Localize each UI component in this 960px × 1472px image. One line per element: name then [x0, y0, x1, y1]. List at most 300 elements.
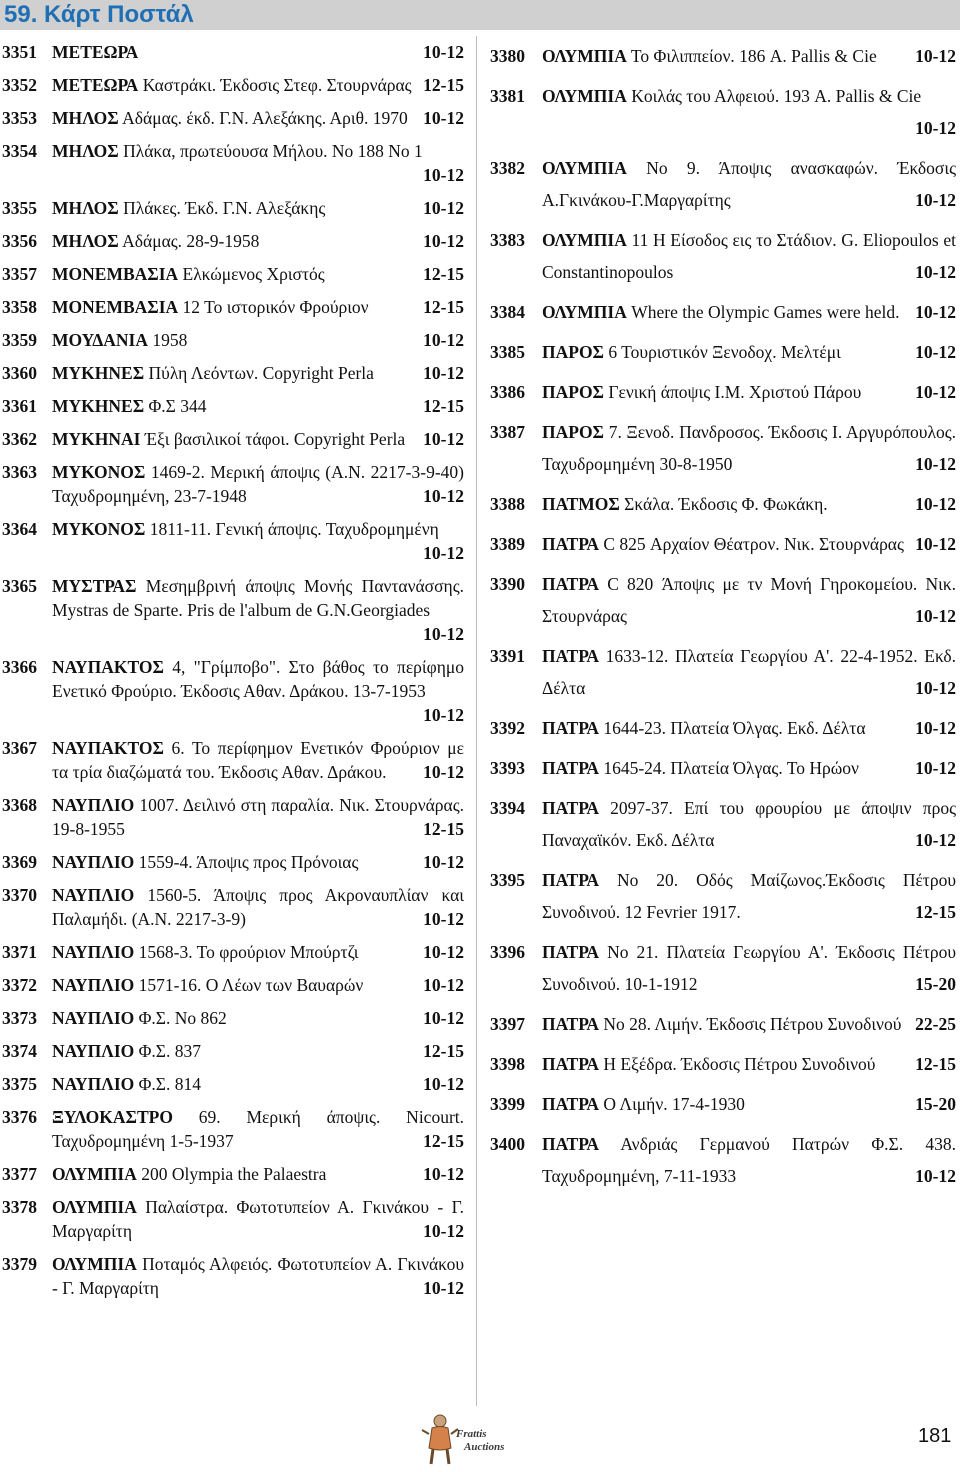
- lot-entry: [2, 883, 464, 931]
- lot-price: 10-12: [423, 198, 464, 218]
- lot-number: 3365: [2, 576, 37, 596]
- lot-entry: [490, 296, 956, 328]
- lot-entry: [490, 336, 956, 368]
- lot-description: [542, 864, 956, 928]
- lot-place: ΠΑΡΟΣ: [542, 342, 604, 362]
- lot-place: ΝΑΥΠΛΙΟ: [52, 1008, 135, 1028]
- lot-number: 3357: [2, 264, 37, 284]
- lot-description: [542, 712, 956, 744]
- lot-desc-text: 200 Olympia the Palaestra: [141, 1164, 327, 1184]
- lot-desc-text: Ποταμός Αλφειός. Φωτοτυπείον Α. Γκινάκου - Γ. Μαργαρίτη: [52, 1254, 464, 1298]
- lot-place: ΝΑΥΠΛΙΟ: [52, 852, 135, 872]
- lot-number: 3392: [490, 718, 525, 738]
- lot-description: [52, 262, 464, 286]
- lot-description: [52, 655, 464, 727]
- lot-price: 10-12: [915, 830, 956, 850]
- lot-desc-text: 1811-11. Γενική άποψις. Ταχυδρομημένη: [149, 519, 439, 539]
- lot-description: [52, 793, 464, 841]
- lot-place: ΜΥΣΤΡΑΣ: [52, 576, 137, 596]
- lot-entry: [2, 1252, 464, 1300]
- lot-entry: [2, 736, 464, 784]
- lot-number: 3358: [2, 297, 37, 317]
- lot-description: [542, 296, 956, 328]
- lot-desc-text: 1568-3. Το φρούριον Μπούρτζι: [138, 942, 359, 962]
- lot-number: 3371: [2, 942, 37, 962]
- lot-place: ΟΛΥΜΠΙΑ: [542, 86, 627, 106]
- lot-entry: [490, 80, 956, 144]
- lot-price: 12-15: [423, 264, 464, 284]
- lot-description: [542, 40, 956, 72]
- lot-number: 3354: [2, 141, 37, 161]
- lot-number: 3356: [2, 231, 37, 251]
- lot-entry: [2, 262, 464, 286]
- lot-desc-text: Φ.Σ. 814: [138, 1074, 201, 1094]
- lot-entry: [2, 1006, 464, 1030]
- lot-desc-text: 11 H Είσοδος εις το Στάδιον. G. Eliopoulos et Constantinopoulos: [542, 230, 957, 282]
- lot-description: [52, 1039, 464, 1063]
- lot-desc-text: Ανδριάς Γερμανού Πατρών Φ.Σ. 438. Ταχυδρομημένη, 7-11-1933: [542, 1134, 956, 1186]
- lot-place: ΜΗΛΟΣ: [52, 108, 119, 128]
- lot-description: [542, 1088, 956, 1120]
- lot-number: 3363: [2, 462, 37, 482]
- lot-description: [52, 295, 464, 319]
- lot-desc-text: Ο Λιμήν. 17-4-1930: [603, 1094, 745, 1114]
- lot-place: ΟΛΥΜΠΙΑ: [52, 1197, 137, 1217]
- lot-price: 12-15: [915, 902, 956, 922]
- lot-number: 3384: [490, 302, 525, 322]
- lot-place: ΝΑΥΠΛΙΟ: [52, 942, 135, 962]
- lot-number: 3364: [2, 519, 37, 539]
- logo-text-line1: Frattis: [456, 1428, 487, 1440]
- lot-entry: [490, 752, 956, 784]
- lot-desc-text: 1958: [152, 330, 188, 350]
- lot-number: 3362: [2, 429, 37, 449]
- lot-description: [52, 460, 464, 508]
- lot-number: 3355: [2, 198, 37, 218]
- lot-description: [52, 1006, 464, 1030]
- lot-place: ΠΑΤΡΑ: [542, 870, 599, 890]
- lot-desc-text: 6. Το περίφημον Ενετικόν Φρούριον με τα τρία διαζώματά του. Έκδοσις Αθαν. Δράκου.: [52, 738, 465, 782]
- lot-description: [52, 850, 464, 874]
- lot-description: [52, 40, 464, 64]
- lot-description: [52, 196, 464, 220]
- lot-number: 3389: [490, 534, 525, 554]
- lot-desc-text: 2097-37. Επί του φρουρίου με άποψιν προς Παναχαϊκόν. Εκδ. Δέλτα: [542, 798, 957, 850]
- lot-desc-text: 1559-4. Άποψις προς Πρόνοιας: [138, 852, 359, 872]
- lot-number: 3368: [2, 795, 37, 815]
- lot-price: 10-12: [423, 1221, 464, 1241]
- lot-place: ΜΥΚΗΝΕΣ: [52, 396, 145, 416]
- lot-description: [52, 883, 464, 931]
- lot-desc-text: Έξι βασιλικοί τάφοι. Copyright Perla: [144, 429, 406, 449]
- lot-place: ΝΑΥΠΛΙΟ: [52, 795, 135, 815]
- lot-place: ΞΥΛΟΚΑΣΤΡΟ: [52, 1107, 173, 1127]
- lot-place: ΠΑΡΟΣ: [542, 422, 604, 442]
- lot-desc-text: Κοιλάς του Αλφειού. 193 A. Pallis & Cie: [631, 86, 922, 106]
- lot-number: 3375: [2, 1074, 37, 1094]
- lot-desc-text: Παλαίστρα. Φωτοτυπείον Α. Γκινάκου - Γ. Μαργαρίτη: [52, 1197, 464, 1241]
- lot-entry: [2, 196, 464, 220]
- lot-entry: [490, 376, 956, 408]
- lot-entry: [490, 224, 956, 288]
- lot-number: 3385: [490, 342, 525, 362]
- lot-desc-text: 1644-23. Πλατεία Όλγας. Εκδ. Δέλτα: [603, 718, 866, 738]
- lot-price: 10-12: [915, 1166, 956, 1186]
- lot-desc-text: 1560-5. Άποψις προς Ακροναυπλίαν και Παλαμήδι. (Α.Ν. 2217-3-9): [52, 885, 464, 929]
- lot-number: 3359: [2, 330, 37, 350]
- lot-place: ΠΑΤΡΑ: [542, 758, 599, 778]
- logo-text-line2: Auctions: [464, 1441, 505, 1453]
- lot-description: [52, 73, 464, 97]
- lot-price: 12-15: [423, 396, 464, 416]
- lot-desc-text: Αδάμας. έκδ. Γ.Ν. Αλεξάκης. Αριθ. 1970: [122, 108, 408, 128]
- lot-place: ΠΑΡΟΣ: [542, 382, 604, 402]
- lot-place: ΟΛΥΜΠΙΑ: [52, 1254, 137, 1274]
- lot-place: ΟΛΥΜΠΙΑ: [542, 302, 627, 322]
- lot-place: ΠΑΤΡΑ: [542, 1014, 599, 1034]
- lot-desc-text: 1469-2. Μερική άποψις (Α.Ν. 2217-3-9-40) Ταχυδρομημένη, 23-7-1948: [52, 462, 464, 506]
- lot-place: ΟΛΥΜΠΙΑ: [542, 158, 627, 178]
- lot-description: [52, 427, 464, 451]
- lot-entry: [2, 73, 464, 97]
- lot-number: 3391: [490, 646, 525, 666]
- lot-number: 3378: [2, 1197, 37, 1217]
- lot-description: [542, 936, 956, 1000]
- lot-price: 10-12: [915, 46, 956, 66]
- lot-desc-text: 69. Μερική άποψις. Nicourt. Ταχυδρομημένη 1-5-1937: [52, 1107, 465, 1151]
- lot-price: 10-12: [915, 454, 956, 474]
- lot-number: 3400: [490, 1134, 525, 1154]
- lot-place: ΜΥΚΟΝΟΣ: [52, 462, 146, 482]
- lot-place: ΜΗΛΟΣ: [52, 141, 119, 161]
- lot-price: 15-20: [915, 974, 956, 994]
- lot-entry: [2, 427, 464, 451]
- lot-entry: [490, 640, 956, 704]
- lot-description: [52, 1162, 464, 1186]
- lot-place: ΠΑΤΡΑ: [542, 646, 599, 666]
- lot-desc-text: Καστράκι. Έκδοσις Στεφ. Στουρνάρας: [142, 75, 412, 95]
- lot-description: [52, 517, 464, 565]
- lot-number: 3376: [2, 1107, 37, 1127]
- lot-price: 10-12: [423, 543, 464, 563]
- lot-number: 3387: [490, 422, 525, 442]
- lot-number: 3383: [490, 230, 525, 250]
- lot-price: 10-12: [915, 190, 956, 210]
- lot-place: ΝΑΥΠΛΙΟ: [52, 975, 135, 995]
- lot-price: 10-12: [423, 624, 464, 644]
- lot-price: 10-12: [423, 852, 464, 872]
- lot-price: 10-12: [915, 606, 956, 626]
- lot-price: 10-12: [423, 165, 464, 185]
- page-number: 181: [918, 1425, 952, 1447]
- lot-desc-text: C 825 Αρχαίον Θέατρον. Νικ. Στουρνάρας: [603, 534, 904, 554]
- lot-entry: [490, 152, 956, 216]
- lot-price: 10-12: [915, 494, 956, 514]
- lot-desc-text: Σκάλα. Έκδοσις Φ. Φωκάκη.: [624, 494, 828, 514]
- lot-entry: [490, 864, 956, 928]
- lot-number: 3380: [490, 46, 525, 66]
- lot-place: ΠΑΤΡΑ: [542, 574, 599, 594]
- lot-desc-text: Η Εξέδρα. Έκδοσις Πέτρου Συνοδινού: [603, 1054, 876, 1074]
- auction-house-logo: [420, 1412, 530, 1466]
- lot-number: 3369: [2, 852, 37, 872]
- lot-desc-text: 1645-24. Πλατεία Όλγας. Το Ηρώον: [603, 758, 859, 778]
- lot-description: [542, 528, 956, 560]
- lot-price: 10-12: [915, 382, 956, 402]
- lot-price: 22-25: [915, 1014, 956, 1034]
- lot-description: [542, 568, 956, 632]
- lot-price: 12-15: [423, 1131, 464, 1151]
- lot-desc-text: 1633-12. Πλατεία Γεωργίου Α'. 22-4-1952. Εκδ. Δέλτα: [542, 646, 957, 698]
- lot-price: 10-12: [915, 118, 956, 138]
- lot-entry: [490, 792, 956, 856]
- lot-description: [52, 1072, 464, 1096]
- lot-entry: [2, 394, 464, 418]
- lot-place: ΟΛΥΜΠΙΑ: [542, 46, 627, 66]
- lot-description: [52, 736, 464, 784]
- lot-entry: [2, 361, 464, 385]
- lot-description: [542, 336, 956, 368]
- lot-number: 3390: [490, 574, 525, 594]
- lot-entry: [2, 1039, 464, 1063]
- lot-desc-text: Νο 20. Οδός Μαίζωνος.Έκδοσις Πέτρου Συνοδινού. 12 Fevrier 1917.: [542, 870, 956, 922]
- lot-description: [52, 940, 464, 964]
- lot-number: 3393: [490, 758, 525, 778]
- lot-price: 10-12: [423, 1008, 464, 1028]
- lot-place: ΠΑΤΡΑ: [542, 942, 599, 962]
- lot-price: 10-12: [423, 909, 464, 929]
- lot-entry: [2, 973, 464, 997]
- lot-description: [542, 640, 956, 704]
- lot-desc-text: Νο 28. Λιμήν. Έκδοσις Πέτρου Συνοδινού: [603, 1014, 902, 1034]
- lot-number: 3353: [2, 108, 37, 128]
- lot-desc-text: 6 Τουριστικόν Ξενοδοχ. Μελτέμι: [608, 342, 841, 362]
- lot-price: 10-12: [423, 42, 464, 62]
- lot-entry: [2, 1105, 464, 1153]
- lot-description: [542, 1128, 956, 1192]
- lot-entry: [2, 574, 464, 646]
- lot-price: 10-12: [915, 342, 956, 362]
- lot-entry: [490, 568, 956, 632]
- lot-description: [542, 1008, 956, 1040]
- lot-number: 3374: [2, 1041, 37, 1061]
- lot-desc-text: Γενική άποψις Ι.Μ. Χριστού Πάρου: [608, 382, 862, 402]
- lot-place: ΟΛΥΜΠΙΑ: [542, 230, 627, 250]
- lot-number: 3382: [490, 158, 525, 178]
- lot-description: [52, 1252, 464, 1300]
- lot-price: 10-12: [915, 534, 956, 554]
- lot-entry: [2, 940, 464, 964]
- lot-number: 3367: [2, 738, 37, 758]
- lot-price: 10-12: [423, 363, 464, 383]
- lot-entry: [2, 106, 464, 130]
- section-title: 59. Κάρτ Ποστάλ: [4, 1, 194, 28]
- lot-desc-text: 12 Το ιστορικόν Φρούριον: [182, 297, 369, 317]
- lot-entry: [490, 416, 956, 480]
- lot-desc-text: Αδάμας. 28-9-1958: [122, 231, 260, 251]
- lot-place: ΝΑΥΠΛΙΟ: [52, 1074, 135, 1094]
- lot-entry: [490, 1048, 956, 1080]
- lot-place: ΝΑΥΠΛΙΟ: [52, 1041, 135, 1061]
- right-column: [490, 40, 956, 1200]
- lot-place: ΠΑΤΡΑ: [542, 1054, 599, 1074]
- lot-price: 10-12: [915, 678, 956, 698]
- lot-number: 3386: [490, 382, 525, 402]
- lot-entry: [2, 139, 464, 187]
- lot-price: 10-12: [423, 1074, 464, 1094]
- lot-description: [52, 574, 464, 646]
- lot-place: ΜΕΤΕΩΡΑ: [52, 75, 139, 95]
- lot-description: [542, 416, 956, 480]
- lot-place: ΜΗΛΟΣ: [52, 198, 119, 218]
- lot-number: 3372: [2, 975, 37, 995]
- lot-desc-text: Φ.Σ. Νο 862: [138, 1008, 227, 1028]
- lot-number: 3399: [490, 1094, 525, 1114]
- lot-entry: [490, 936, 956, 1000]
- lot-number: 3366: [2, 657, 37, 677]
- lot-entry: [490, 40, 956, 72]
- lot-entry: [2, 229, 464, 253]
- lot-price: 10-12: [915, 758, 956, 778]
- lot-price: 10-12: [423, 1164, 464, 1184]
- lot-price: 12-15: [423, 1041, 464, 1061]
- lot-description: [52, 1195, 464, 1243]
- lot-desc-text: Φ.Σ 344: [148, 396, 207, 416]
- lot-number: 3398: [490, 1054, 525, 1074]
- lot-place: ΜΥΚΟΝΟΣ: [52, 519, 146, 539]
- lot-place: ΠΑΤΡΑ: [542, 798, 599, 818]
- lot-description: [52, 394, 464, 418]
- lot-number: 3360: [2, 363, 37, 383]
- lot-desc-text: Φ.Σ. 837: [138, 1041, 201, 1061]
- lot-description: [542, 752, 956, 784]
- lot-entry: [2, 1195, 464, 1243]
- lot-description: [52, 973, 464, 997]
- lot-description: [52, 361, 464, 385]
- lot-price: 10-12: [423, 975, 464, 995]
- lot-price: 10-12: [423, 762, 464, 782]
- lot-number: 3396: [490, 942, 525, 962]
- lot-entry: [2, 850, 464, 874]
- lot-number: 3370: [2, 885, 37, 905]
- lot-desc-text: Νο 9. Άποψις ανασκαφών. Έκδοσις Α.Γκινάκου-Γ.Μαργαρίτης: [542, 158, 956, 210]
- lot-place: ΟΛΥΜΠΙΑ: [52, 1164, 137, 1184]
- lot-price: 10-12: [915, 718, 956, 738]
- lot-number: 3397: [490, 1014, 525, 1034]
- lot-desc-text: Πλάκα, πρωτεύουσα Μήλου. Νο 188 Νο 1: [123, 141, 423, 161]
- lot-entry: [2, 460, 464, 508]
- lot-place: ΝΑΥΠΛΙΟ: [52, 885, 135, 905]
- lot-place: ΠΑΤΡΑ: [542, 534, 599, 554]
- lot-description: [542, 152, 956, 216]
- lot-price: 10-12: [423, 486, 464, 506]
- lot-entry: [490, 1128, 956, 1192]
- lot-price: 10-12: [423, 705, 464, 725]
- lot-entry: [2, 328, 464, 352]
- lot-desc-text: Το Φιλιππείον. 186 A. Pallis & Cie: [630, 46, 877, 66]
- lot-description: [542, 1048, 956, 1080]
- lot-place: ΜΥΚΗΝΕΣ: [52, 363, 145, 383]
- lot-description: [542, 80, 956, 144]
- lot-description: [52, 1105, 464, 1153]
- lot-desc-text: Πύλη Λεόντων. Copyright Perla: [148, 363, 374, 383]
- lot-desc-text: 1571-16. Ο Λέων των Βαυαρών: [138, 975, 364, 995]
- lot-entry: [2, 295, 464, 319]
- lot-number: 3381: [490, 86, 525, 106]
- lot-desc-text: Ελκώμενος Χριστός: [182, 264, 325, 284]
- lot-price: 10-12: [423, 429, 464, 449]
- column-divider: [476, 36, 477, 1406]
- page-header: [0, 0, 960, 30]
- lot-description: [542, 224, 956, 288]
- lot-number: 3388: [490, 494, 525, 514]
- lot-price: 12-15: [423, 75, 464, 95]
- lot-place: ΝΑΥΠΑΚΤΟΣ: [52, 657, 164, 677]
- lot-entry: [2, 40, 464, 64]
- lot-description: [52, 328, 464, 352]
- lot-description: [542, 376, 956, 408]
- lot-place: ΜΟΥΔΑΝΙΑ: [52, 330, 148, 350]
- lot-entry: [490, 1008, 956, 1040]
- lot-place: ΜΥΚΗΝΑΙ: [52, 429, 141, 449]
- lot-price: 10-12: [423, 330, 464, 350]
- lot-entry: [490, 1088, 956, 1120]
- lot-desc-text: 7. Ξενοδ. Πανδροσος. Έκδοσις Ι. Αργυρόπουλος. Ταχυδρομημένη 30-8-1950: [542, 422, 956, 474]
- lot-entry: [2, 793, 464, 841]
- lot-entry: [490, 712, 956, 744]
- lot-place: ΝΑΥΠΑΚΤΟΣ: [52, 738, 164, 758]
- lot-place: ΜΗΛΟΣ: [52, 231, 119, 251]
- lot-place: ΠΑΤΡΑ: [542, 1134, 599, 1154]
- lot-entry: [490, 528, 956, 560]
- lot-place: ΠΑΤΜΟΣ: [542, 494, 620, 514]
- lot-desc-text: 4, "Γρίμποβο". Στο βάθος το περίφημο Ενετικό Φρούριο. Έκδοσις Αθαν. Δράκου. 13-7-1953: [52, 657, 464, 701]
- lot-price: 12-15: [423, 297, 464, 317]
- lot-number: 3377: [2, 1164, 37, 1184]
- lot-place: ΜΕΤΕΩΡΑ: [52, 42, 139, 62]
- lot-price: 10-12: [423, 942, 464, 962]
- lot-price: 10-12: [915, 262, 956, 282]
- lot-desc-text: Μεσημβρινή άποψις Μονής Παντανάσσης. Mystras de Sparte. Pris de l'album de G.N.Georgiades: [52, 576, 465, 620]
- lot-place: ΠΑΤΡΑ: [542, 718, 599, 738]
- lot-entry: [490, 488, 956, 520]
- lot-description: [52, 229, 464, 253]
- logo-figure-icon: [420, 1412, 460, 1466]
- lot-desc-text: C 820 Άποψις με τν Μονή Γηροκομείου. Νικ. Στουρνάρας: [542, 574, 957, 626]
- lot-number: 3394: [490, 798, 525, 818]
- lot-description: [52, 106, 464, 130]
- lot-entry: [2, 1162, 464, 1186]
- lot-description: [52, 139, 464, 187]
- lot-description: [542, 488, 956, 520]
- lot-desc-text: Where the Olympic Games were held.: [631, 302, 900, 322]
- lot-description: [542, 792, 956, 856]
- lot-price: 10-12: [423, 1278, 464, 1298]
- lot-price: 10-12: [915, 302, 956, 322]
- lot-number: 3373: [2, 1008, 37, 1028]
- lot-entry: [2, 655, 464, 727]
- lot-number: 3395: [490, 870, 525, 890]
- left-column: [2, 40, 464, 1309]
- lot-price: 12-15: [423, 819, 464, 839]
- lot-place: ΜΟΝΕΜΒΑΣΙΑ: [52, 297, 179, 317]
- lot-place: ΠΑΤΡΑ: [542, 1094, 599, 1114]
- lot-desc-text: 1007. Δειλινό στη παραλία. Νικ. Στουρνάρας. 19-8-1955: [52, 795, 465, 839]
- lot-price: 12-15: [915, 1054, 956, 1074]
- lot-entry: [2, 517, 464, 565]
- lot-desc-text: Πλάκες. Έκδ. Γ.Ν. Αλεξάκης: [123, 198, 326, 218]
- lot-number: 3352: [2, 75, 37, 95]
